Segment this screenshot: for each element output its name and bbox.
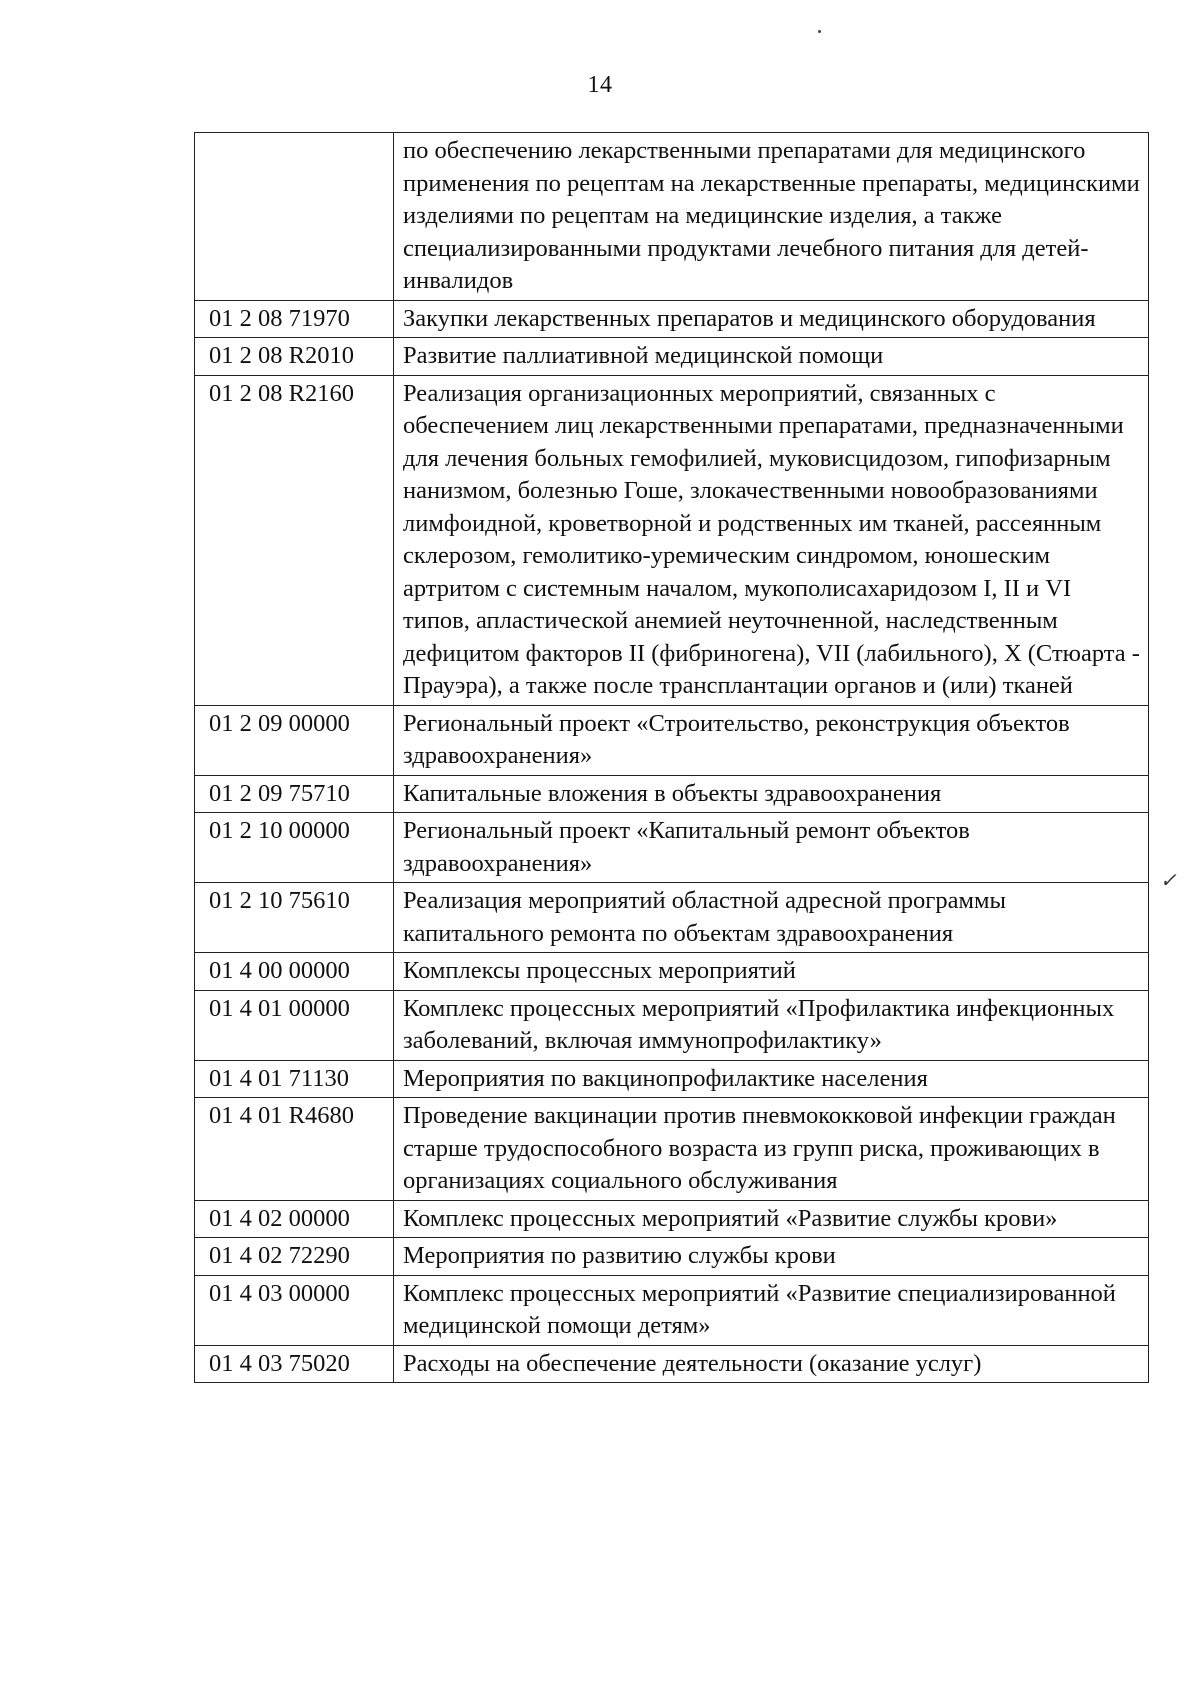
description-cell: Проведение вакцинации против пневмококковой инфекции граждан старше трудоспособного возраста из групп риска, проживающих в организациях социального обслуживания — [394, 1098, 1149, 1201]
description-cell: Расходы на обеспечение деятельности (оказание услуг) — [394, 1345, 1149, 1383]
description-cell: Реализация организационных мероприятий, связанных с обеспечением лиц лекарственными препаратами, предназначенными для лечения больных гемофилией, муковисцидозом, гипофизарным нанизмом, болезнью Гоше, злокачественными новообразованиями лимфоидной, кроветворной и родственных им тканей, рассеянным склерозом, гемолитико-уремическим синдромом, юношеским артритом с системным началом, мукополисахаридозом I, II и VI типов, апластической анемией неуточненной, наследственным дефицитом факторов II (фибриногена), VII (лабильного), X (Стюарта - Прауэра), а также после трансплантации органов и (или) тканей — [394, 375, 1149, 705]
table-row — [195, 953, 1149, 991]
table-row — [195, 813, 1149, 883]
handwritten-check-mark: ✓ — [1160, 870, 1177, 892]
code-cell: 01 4 01 R4680 — [195, 1098, 394, 1201]
table-row — [195, 1200, 1149, 1238]
description-cell: Комплекс процессных мероприятий «Развитие специализированной медицинской помощи детям» — [394, 1275, 1149, 1345]
table-row — [195, 775, 1149, 813]
table-row — [195, 1098, 1149, 1201]
code-cell: 01 4 00 00000 — [195, 953, 394, 991]
table-row — [195, 1238, 1149, 1276]
code-cell: 01 2 09 00000 — [195, 705, 394, 775]
description-cell: Комплекс процессных мероприятий «Развитие службы крови» — [394, 1200, 1149, 1238]
table-row — [195, 1060, 1149, 1098]
description-cell: Развитие паллиативной медицинской помощи — [394, 338, 1149, 376]
description-cell: Капитальные вложения в объекты здравоохранения — [394, 775, 1149, 813]
description-cell: Мероприятия по вакцинопрофилактике населения — [394, 1060, 1149, 1098]
code-cell: 01 4 03 75020 — [195, 1345, 394, 1383]
budget-classification-table — [194, 132, 1149, 1383]
table-row — [195, 133, 1149, 301]
page-number: 14 — [587, 72, 613, 98]
scan-speck — [818, 30, 821, 33]
code-cell — [195, 133, 394, 301]
description-cell: Комплексы процессных мероприятий — [394, 953, 1149, 991]
description-cell: Комплекс процессных мероприятий «Профилактика инфекционных заболеваний, включая иммунопрофилактику» — [394, 990, 1149, 1060]
table-row — [195, 300, 1149, 338]
code-cell: 01 4 03 00000 — [195, 1275, 394, 1345]
code-cell: 01 4 02 72290 — [195, 1238, 394, 1276]
code-cell: 01 4 01 00000 — [195, 990, 394, 1060]
code-cell: 01 4 01 71130 — [195, 1060, 394, 1098]
table-row — [195, 1275, 1149, 1345]
code-cell: 01 2 09 75710 — [195, 775, 394, 813]
code-cell: 01 2 08 R2010 — [195, 338, 394, 376]
description-cell: Региональный проект «Капитальный ремонт объектов здравоохранения» — [394, 813, 1149, 883]
table-row — [195, 705, 1149, 775]
description-cell: Региональный проект «Строительство, реконструкция объектов здравоохранения» — [394, 705, 1149, 775]
table-row — [195, 883, 1149, 953]
table-row — [195, 375, 1149, 705]
description-cell: Мероприятия по развитию службы крови — [394, 1238, 1149, 1276]
code-cell: 01 2 10 75610 — [195, 883, 394, 953]
table-row — [195, 990, 1149, 1060]
code-cell: 01 2 08 71970 — [195, 300, 394, 338]
code-cell: 01 2 10 00000 — [195, 813, 394, 883]
description-cell: по обеспечению лекарственными препаратами для медицинского применения по рецептам на лекарственные препараты, медицинскими изделиями по рецептам на медицинские изделия, а также специализированными продуктами лечебного питания для детей-инвалидов — [394, 133, 1149, 301]
description-cell: Реализация мероприятий областной адресной программы капитального ремонта по объектам здравоохранения — [394, 883, 1149, 953]
table-body — [195, 133, 1149, 1383]
table-row — [195, 338, 1149, 376]
description-cell: Закупки лекарственных препаратов и медицинского оборудования — [394, 300, 1149, 338]
code-cell: 01 4 02 00000 — [195, 1200, 394, 1238]
code-cell: 01 2 08 R2160 — [195, 375, 394, 705]
table-row — [195, 1345, 1149, 1383]
